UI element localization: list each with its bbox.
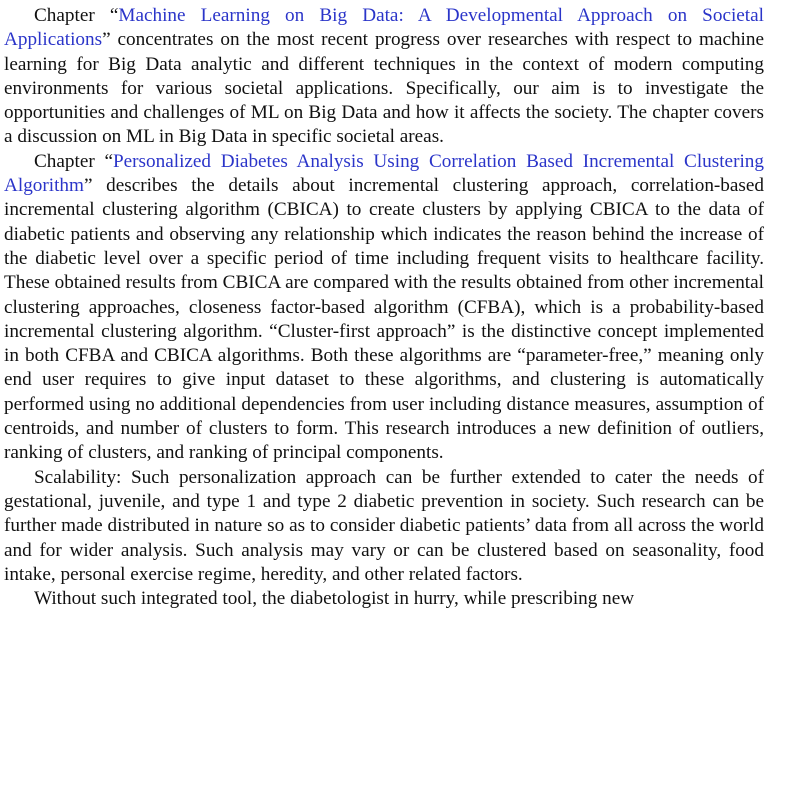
- chapter-link-diabetes-analysis[interactable]: Personalized Diabetes Analysis Using Correlation Based Incremental Clustering Algorithm: [4, 150, 764, 197]
- paragraph-integrated-tool: [4, 587, 764, 611]
- paragraph-diabetes-analysis: [4, 150, 764, 466]
- chapter-link-ml-big-data[interactable]: Machine Learning on Big Data: A Developmental Approach on Societal Applications: [4, 5, 764, 51]
- document-page: [4, 4, 764, 611]
- paragraph-text: ” concentrates on the most recent progress over researches with respect to machine learning for Big Data analytic and different techniques in the context of modern computing environments for various societal applications. Specifically, our aim is to investigate the opportunities and challenges of ML on Big Data and how it affects the society. The chapter covers a discussion on ML in Big Data in specific societal areas.: [4, 29, 764, 148]
- paragraph-prefix: Chapter “: [34, 5, 119, 26]
- paragraph-text: Scalability: Such personalization approach can be further extended to cater the needs of gestational, juvenile, and type 1 and type 2 diabetic prevention in society. Such research can be further made distributed in nature so as to consider diabetic patients’ data from all across the world and for wider analysis. Such analysis may vary or can be clustered based on seasonality, food intake, personal exercise regime, heredity, and other related factors.: [4, 466, 764, 585]
- paragraph-ml-big-data: [4, 4, 764, 150]
- paragraph-text: Without such integrated tool, the diabetologist in hurry, while prescribing new: [34, 588, 635, 610]
- paragraph-prefix: Chapter “: [34, 150, 113, 172]
- paragraph-scalability: [4, 466, 764, 587]
- paragraph-text: ” describes the details about incremental clustering approach, correlation-based incremental clustering algorithm (CBICA) to create clusters by applying CBICA to the data of diabetic patients and observing any relationship which indicates the reason behind the increase of the diabetic level over a specific period of time including frequent visits to healthcare facility. These obtained results from CBICA are compared with the results obtained from other incremental clustering approaches, closeness factor-based algorithm (CFBA), which is a probability-based incremental clustering algorithm. “Cluster-first approach” is the distinctive concept implemented in both CFBA and CBICA algorithms. Both these algorithms are “parameter-free,” meaning only end user requires to give input dataset to these algorithms, and clustering is automatically performed using no additional dependencies from user including distance measures, assumption of centroids, and number of clusters to form. This research introduces a new definition of outliers, ranking of clusters, and ranking of principal components.: [4, 175, 764, 464]
